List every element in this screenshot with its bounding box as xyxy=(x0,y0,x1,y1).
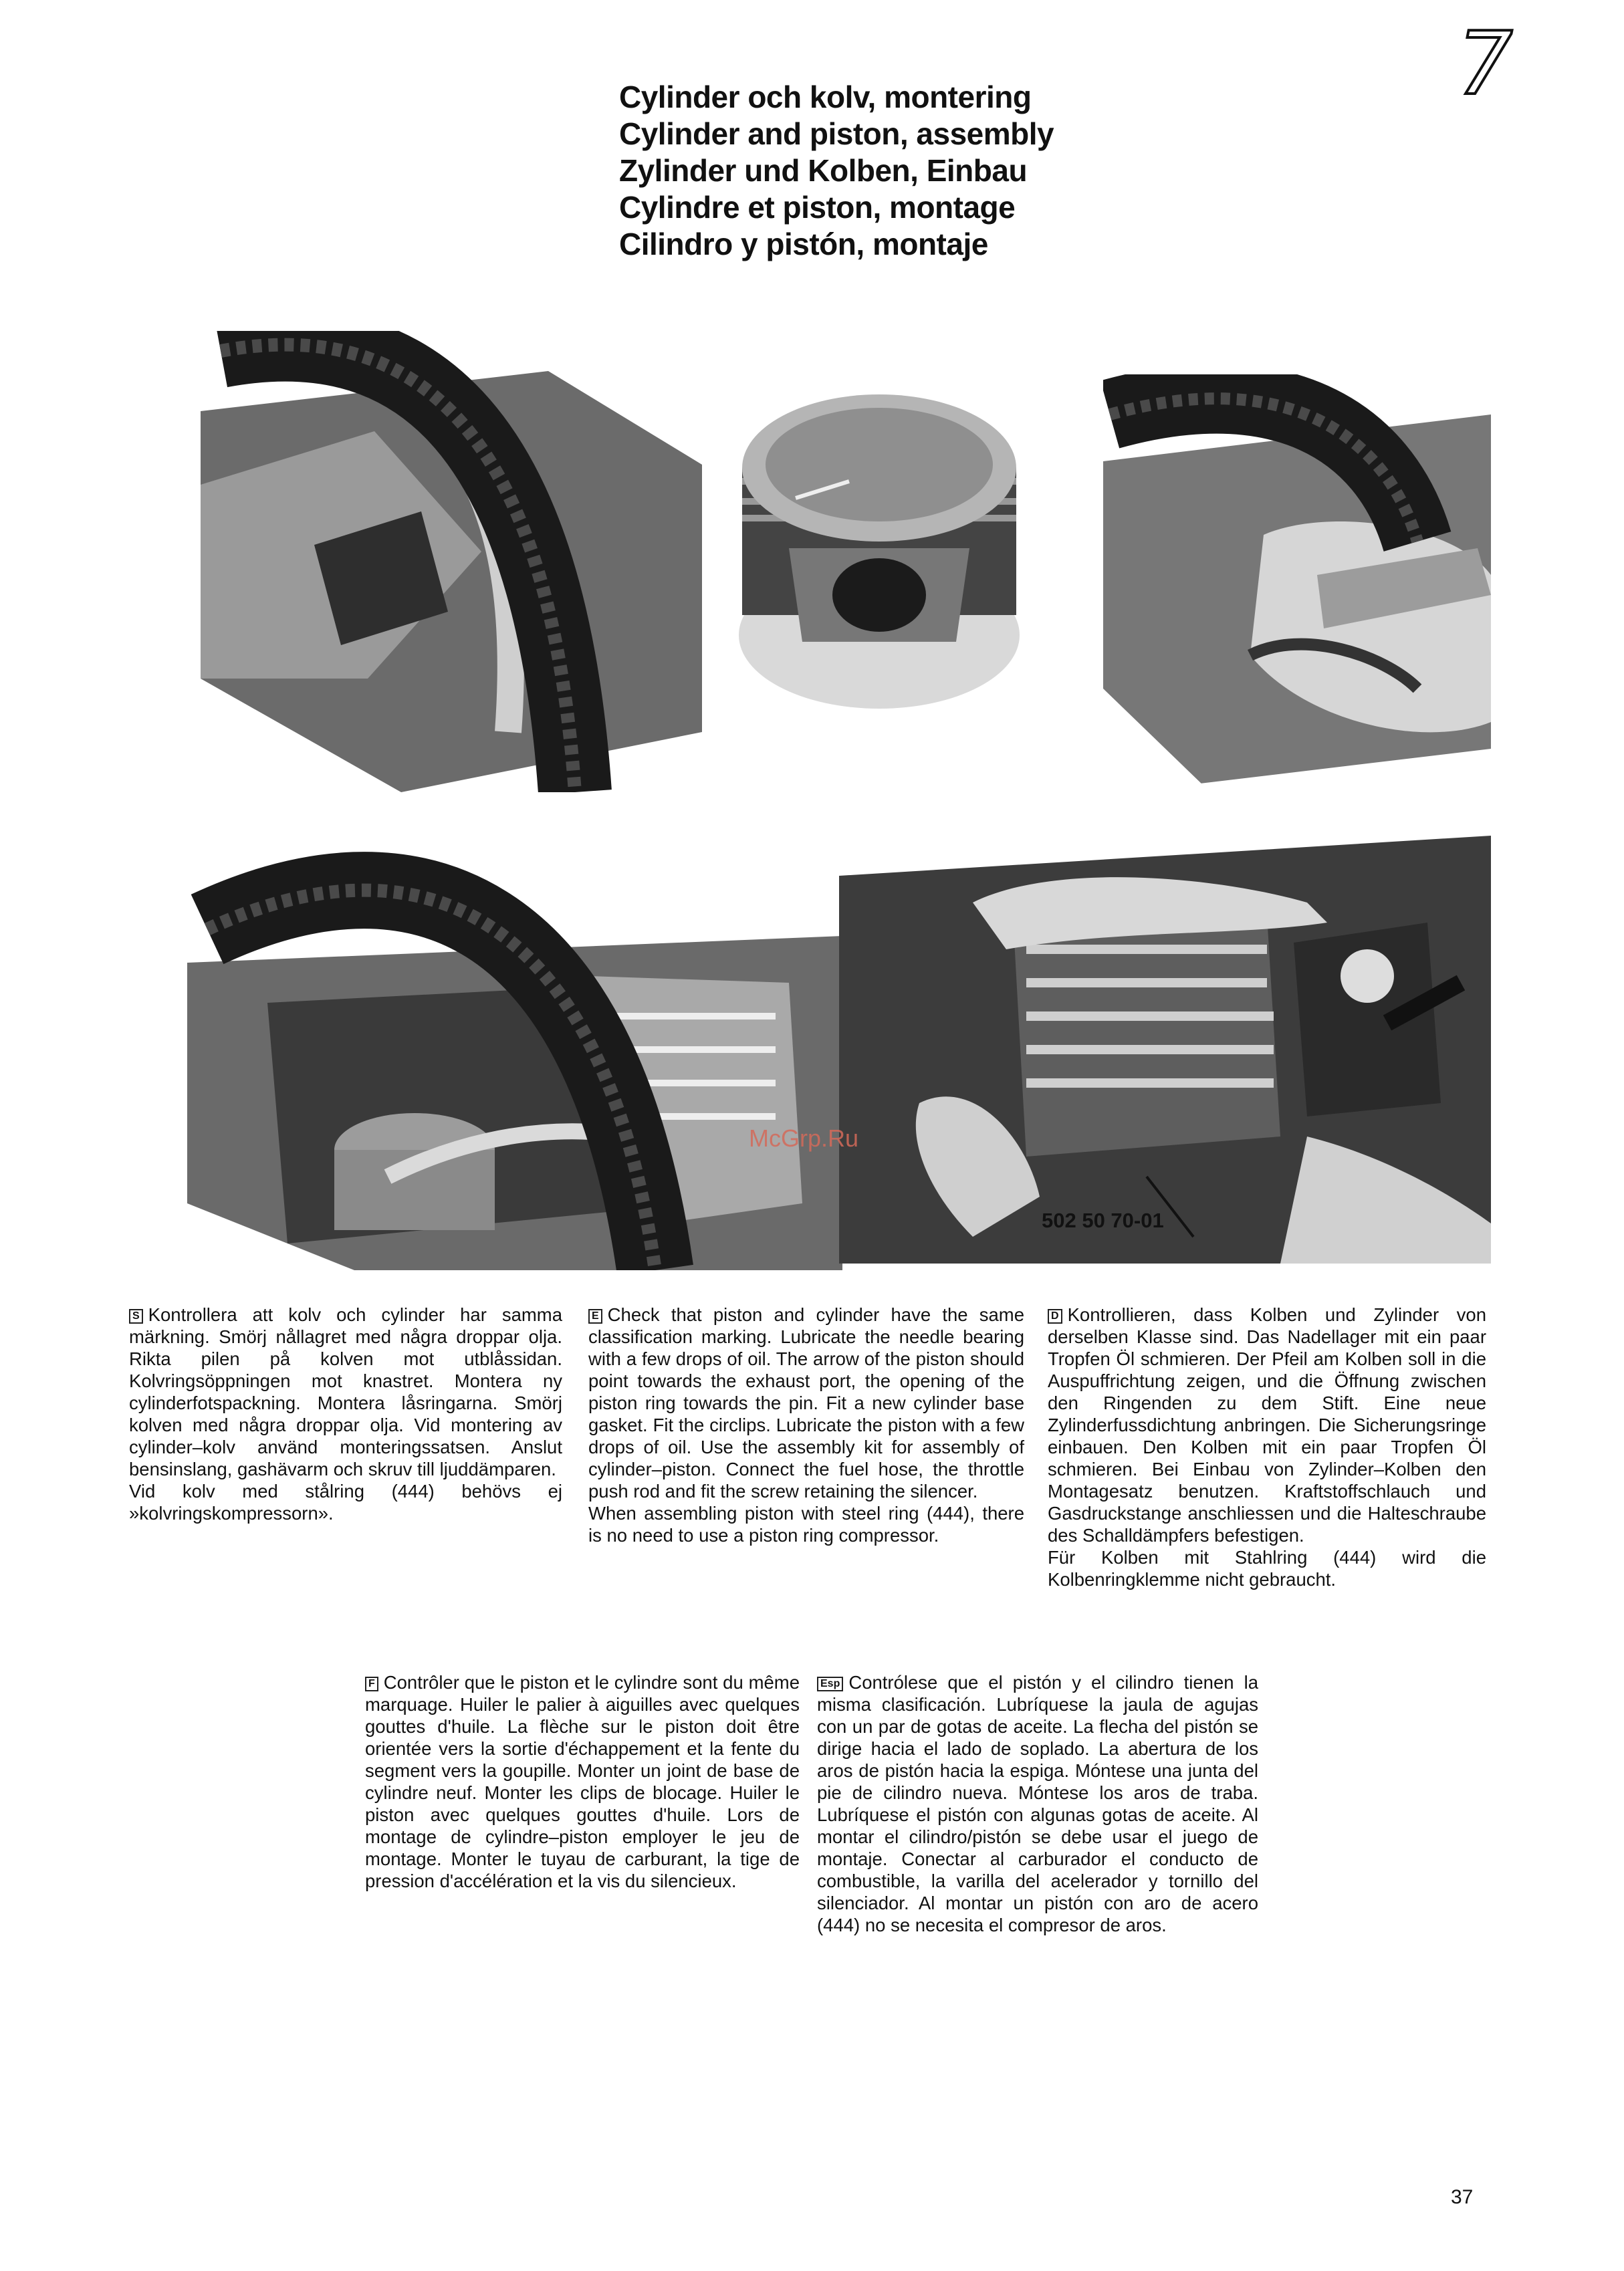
language-badge: E xyxy=(588,1309,602,1324)
page-number: 37 xyxy=(1451,2186,1474,2208)
section-english xyxy=(588,1304,1024,1546)
paragraph xyxy=(129,1304,562,1480)
paragraph-text: Kontrollera att kolv och cylinder har samma märkning. Smörj nållagret med några droppar olja. Rikta pilen på kolven mot utblåssidan. Kolvringsöppningen mot knastret. Montera ny cylinderfotspackning. Montera låsringarna. Smörj kolven med några droppar olja. Vid montering av cylinder–kolv använd monteringssatsen. Anslut bensinslang, gashävarm och skruv till ljuddämparen. xyxy=(129,1304,562,1479)
watermark: McGrp.Ru xyxy=(749,1124,859,1152)
photo-crankcase-top-left xyxy=(201,331,702,792)
title-fr: Cylindre et piston, montage xyxy=(619,190,1016,225)
paragraph-text: Kontrollieren, dass Kolben und Zylinder von derselben Klasse sind. Das Nadellager mit ein paar Tropfen Öl schmieren. Der Pfeil am Kolben soll in die Auspuffrichtung zeigen, und die Öffnung zwischen den Ringenden zu dem Stift. Eine neue Zylinderfussdichtung anbringen. Die Sicherungsringe einbauen. Den Kolben mit ein paar Tropfen Öl schmieren. Bei Einbau von Zylinder–Kolben den Montagesatz benutzen. Kraftstoffschlauch und Gasdruckstange anschliessen und die Halteschraube des Schalldämpfers befestigen. xyxy=(1048,1304,1486,1546)
chapter-number: 7 xyxy=(1458,13,1513,114)
paragraph xyxy=(588,1304,1024,1502)
paragraph-text: Contrôler que le piston et le cylindre sont du même marquage. Huiler le palier à aiguilles avec quelques gouttes d'huile. La flèche sur le piston doit être orientée vers la sortie d'échappement et la fente du segment vers la goupille. Monter un joint de base de cylindre neuf. Monter les clips de blocage. Huiler le piston avec quelques gouttes d'huile. Lors de montage de cylindre–piston employer le jeu de montage. Monter le tuyau de carburant, la tige de pression d'accélération et la vis du silencieux. xyxy=(365,1672,800,1891)
language-badge: Esp xyxy=(817,1677,843,1691)
paragraph: Für Kolben mit Stahlring (444) wird die Kolbenringklemme nicht gebraucht. xyxy=(1048,1547,1486,1590)
language-badge: S xyxy=(129,1309,143,1324)
title-block xyxy=(619,79,1288,263)
title-en: Cylinder and piston, assembly xyxy=(619,116,1054,151)
title-es: Cilindro y pistón, montaje xyxy=(619,227,988,261)
section-german xyxy=(1048,1304,1486,1590)
paragraph xyxy=(365,1671,800,1892)
language-badge: F xyxy=(365,1677,378,1691)
title-sv: Cylinder och kolv, montering xyxy=(619,80,1032,114)
photo-cylinder-installed xyxy=(839,822,1491,1264)
title-de: Zylinder und Kolben, Einbau xyxy=(619,153,1028,188)
language-badge: D xyxy=(1048,1309,1062,1324)
paragraph-text: Contrólese que el pistón y el cilindro tienen la misma clasificación. Lubríquese la jaula de agujas con un par de gotas de aceite. La flecha del pistón se dirige hacia el lado de soplado. La abertura de los aros de pistón hacia la espiga. Móntese una junta del pie de cilindro nueva. Móntese los aros de traba. Lubríquese el pistón con algunas gotas de aceite. Al montar el cilindro/pistón se debe usar el juego de montaje. Conectar al carburador el conducto de combustible, la varilla del acelerador y tornillo del silenciador. Al montar un pistón con aro de acero (444) no se necesita el compresor de aros. xyxy=(817,1672,1258,1935)
section-swedish xyxy=(129,1304,562,1524)
paragraph: Vid kolv med stålring (444) behövs ej »kolvringskompressorn». xyxy=(129,1481,562,1524)
paragraph xyxy=(1048,1304,1486,1546)
paragraph xyxy=(817,1671,1258,1936)
photo-cylinder-assembly-kit xyxy=(187,829,842,1270)
photo-piston xyxy=(715,374,1043,722)
section-french xyxy=(365,1671,800,1892)
photo-crankcase-top-right xyxy=(1103,374,1491,786)
part-number-label: 502 50 70-01 xyxy=(1042,1209,1164,1232)
section-spanish xyxy=(817,1671,1258,1936)
paragraph-text: Check that piston and cylinder have the same classification marking. Lubricate the needle bearing with a few drops of oil. The arrow of the piston should point towards the exhaust port, the opening of the piston ring towards the pin. Fit a new cylinder base gasket. Fit the circlips. Lubricate the piston with a few drops of oil. Use the assembly kit for assembly of cylinder–piston. Connect the fuel hose, the throttle push rod and fit the screw retaining the silencer. xyxy=(588,1304,1024,1502)
paragraph: When assembling piston with steel ring (444), there is no need to use a piston ring compressor. xyxy=(588,1503,1024,1546)
